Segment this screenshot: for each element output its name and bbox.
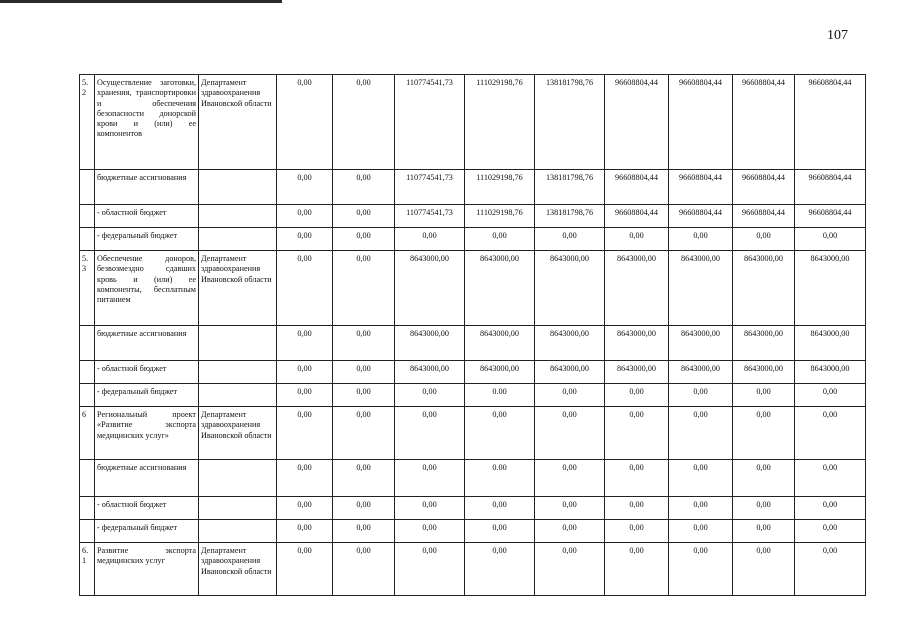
value-cell: 0,00	[733, 407, 795, 460]
row-department	[199, 326, 277, 361]
value-cell: 0,00	[669, 228, 733, 251]
value-cell: 0,00	[733, 520, 795, 543]
value-cell: 8643000,00	[795, 361, 866, 384]
value-cell: 110774541,73	[395, 205, 465, 228]
value-cell: 0,00	[605, 407, 669, 460]
value-cell: 8643000,00	[669, 326, 733, 361]
row-department: Департамент здравоохранения Ивановской области	[199, 407, 277, 460]
value-cell: 96608804,44	[733, 170, 795, 205]
table-row	[80, 460, 866, 497]
row-name: бюджетные ассигнования	[95, 326, 199, 361]
row-number	[80, 520, 95, 543]
value-cell: 138181798,76	[535, 205, 605, 228]
value-cell: 0,00	[669, 460, 733, 497]
value-cell: 0,00	[395, 460, 465, 497]
value-cell: 0,00	[333, 228, 395, 251]
value-cell: 0,00	[535, 460, 605, 497]
value-cell: 0,00	[333, 75, 395, 170]
value-cell: 0,00	[333, 407, 395, 460]
value-cell: 8643000,00	[465, 326, 535, 361]
row-name: - областной бюджет	[95, 205, 199, 228]
value-cell: 0,00	[333, 205, 395, 228]
value-cell: 8643000,00	[605, 361, 669, 384]
value-cell: 8643000,00	[535, 361, 605, 384]
value-cell: 0,00	[277, 251, 333, 326]
value-cell: 0,00	[605, 384, 669, 407]
value-cell: 0,00	[277, 543, 333, 596]
table-row	[80, 384, 866, 407]
value-cell: 0,00	[277, 228, 333, 251]
value-cell: 96608804,44	[795, 205, 866, 228]
value-cell: 8643000,00	[795, 326, 866, 361]
value-cell: 0,00	[277, 326, 333, 361]
value-cell: 8643000,00	[795, 251, 866, 326]
value-cell: 111029198,76	[465, 205, 535, 228]
row-name: - областной бюджет	[95, 497, 199, 520]
value-cell: 0,00	[795, 228, 866, 251]
value-cell: 0,00	[669, 497, 733, 520]
value-cell: 0,00	[605, 520, 669, 543]
row-name: - федеральный бюджет	[95, 520, 199, 543]
row-number: 5.2	[80, 75, 95, 170]
value-cell: 0,00	[333, 460, 395, 497]
value-cell: 8643000,00	[535, 326, 605, 361]
value-cell: 8643000,00	[605, 326, 669, 361]
row-number	[80, 170, 95, 205]
value-cell: 0,00	[535, 520, 605, 543]
row-department: Департамент здравоохранения Ивановской области	[199, 251, 277, 326]
table-row	[80, 543, 866, 596]
value-cell: 96608804,44	[733, 75, 795, 170]
value-cell: 0,00	[465, 497, 535, 520]
row-number	[80, 326, 95, 361]
table-row	[80, 407, 866, 460]
value-cell: 0,00	[733, 460, 795, 497]
value-cell: 0,00	[795, 520, 866, 543]
value-cell: 0,00	[395, 497, 465, 520]
row-name: - федеральный бюджет	[95, 384, 199, 407]
value-cell: 8643000,00	[465, 251, 535, 326]
value-cell: 0,00	[795, 384, 866, 407]
row-name: Региональный проект «Развитие экспорта медицинских услуг»	[95, 407, 199, 460]
value-cell: 8643000,00	[605, 251, 669, 326]
value-cell: 110774541,73	[395, 75, 465, 170]
value-cell: 96608804,44	[795, 170, 866, 205]
value-cell: 8643000,00	[669, 251, 733, 326]
value-cell: 111029198,76	[465, 170, 535, 205]
value-cell: 0,00	[277, 460, 333, 497]
value-cell: 0,00	[669, 384, 733, 407]
value-cell: 96608804,44	[605, 170, 669, 205]
value-cell: 0,00	[733, 228, 795, 251]
value-cell: 0,00	[333, 170, 395, 205]
value-cell: 0,00	[333, 326, 395, 361]
value-cell: 0,00	[535, 543, 605, 596]
value-cell: 96608804,44	[669, 75, 733, 170]
row-name: - федеральный бюджет	[95, 228, 199, 251]
row-name: Осуществление заготовки, хранения, транспортировки и обеспечения безопасности донорской крови и (или) ее компонентов	[95, 75, 199, 170]
value-cell: 96608804,44	[669, 205, 733, 228]
value-cell: 0,00	[333, 543, 395, 596]
value-cell: 8643000,00	[395, 361, 465, 384]
value-cell: 8643000,00	[535, 251, 605, 326]
value-cell: 8643000,00	[395, 326, 465, 361]
value-cell: 0,00	[333, 251, 395, 326]
value-cell: 0,00	[465, 520, 535, 543]
row-name: бюджетные ассигнования	[95, 460, 199, 497]
row-number	[80, 205, 95, 228]
row-number	[80, 228, 95, 251]
row-number	[80, 497, 95, 520]
value-cell: 96608804,44	[669, 170, 733, 205]
value-cell: 96608804,44	[733, 205, 795, 228]
value-cell: 0,00	[605, 543, 669, 596]
value-cell: 0,00	[535, 497, 605, 520]
value-cell: 96608804,44	[605, 75, 669, 170]
value-cell: 8643000,00	[465, 361, 535, 384]
row-number	[80, 384, 95, 407]
value-cell: 0,00	[795, 407, 866, 460]
row-number: 6	[80, 407, 95, 460]
value-cell: 8643000,00	[733, 326, 795, 361]
row-number: 5.3	[80, 251, 95, 326]
value-cell: 0,00	[465, 407, 535, 460]
value-cell: 96608804,44	[795, 75, 866, 170]
page-number: 107	[827, 28, 848, 43]
value-cell: 0,00	[535, 384, 605, 407]
value-cell: 0,00	[333, 384, 395, 407]
value-cell: 0,00	[395, 228, 465, 251]
value-cell: 0.00	[465, 384, 535, 407]
value-cell: 0,00	[333, 520, 395, 543]
value-cell: 8643000,00	[733, 361, 795, 384]
value-cell: 0,00	[277, 520, 333, 543]
row-name: Развитие экспорта медицинских услуг	[95, 543, 199, 596]
top-rule	[0, 0, 282, 3]
value-cell: 0,00	[669, 520, 733, 543]
value-cell: 0,00	[605, 497, 669, 520]
value-cell: 0,00	[535, 228, 605, 251]
value-cell: 0,00	[333, 361, 395, 384]
value-cell: 0,00	[277, 384, 333, 407]
row-number	[80, 361, 95, 384]
row-number	[80, 460, 95, 497]
value-cell: 0,00	[395, 384, 465, 407]
value-cell: 0.00	[465, 460, 535, 497]
value-cell: 0,00	[733, 384, 795, 407]
value-cell: 0,00	[795, 543, 866, 596]
value-cell: 110774541,73	[395, 170, 465, 205]
row-department	[199, 361, 277, 384]
value-cell: 0,00	[669, 407, 733, 460]
row-name: Обеспечение доноров, безвозмездно сдавших кровь и (или) ее компоненты, бесплатным питанием	[95, 251, 199, 326]
value-cell: 0,00	[605, 228, 669, 251]
value-cell: 0,00	[277, 497, 333, 520]
value-cell: 0,00	[395, 407, 465, 460]
row-name: - областной бюджет	[95, 361, 199, 384]
value-cell: 111029198,76	[465, 75, 535, 170]
row-department	[199, 170, 277, 205]
table-row	[80, 228, 866, 251]
row-department	[199, 384, 277, 407]
value-cell: 0,00	[605, 460, 669, 497]
value-cell: 0,00	[465, 228, 535, 251]
value-cell: 0,00	[277, 75, 333, 170]
row-department: Департамент здравоохранения Ивановской области	[199, 543, 277, 596]
row-department	[199, 228, 277, 251]
value-cell: 0,00	[733, 543, 795, 596]
table-row	[80, 326, 866, 361]
budget-table	[79, 74, 866, 596]
row-number: 6.1	[80, 543, 95, 596]
value-cell: 0,00	[535, 407, 605, 460]
value-cell: 0,00	[465, 543, 535, 596]
row-department	[199, 205, 277, 228]
value-cell: 96608804,44	[605, 205, 669, 228]
value-cell: 0,00	[277, 170, 333, 205]
value-cell: 138181798,76	[535, 75, 605, 170]
value-cell: 8643000,00	[733, 251, 795, 326]
value-cell: 0,00	[277, 407, 333, 460]
row-department	[199, 460, 277, 497]
value-cell: 0,00	[733, 497, 795, 520]
table-row	[80, 497, 866, 520]
value-cell: 8643000,00	[669, 361, 733, 384]
value-cell: 8643000,00	[395, 251, 465, 326]
value-cell: 0,00	[333, 497, 395, 520]
value-cell: 0,00	[795, 460, 866, 497]
value-cell: 0,00	[395, 520, 465, 543]
table-row	[80, 251, 866, 326]
table-row	[80, 170, 866, 205]
value-cell: 138181798,76	[535, 170, 605, 205]
table-row	[80, 205, 866, 228]
table-row	[80, 520, 866, 543]
value-cell: 0,00	[669, 543, 733, 596]
row-department: Департамент здравоохранения Ивановской области	[199, 75, 277, 170]
row-department	[199, 520, 277, 543]
value-cell: 0,00	[395, 543, 465, 596]
value-cell: 0,00	[277, 205, 333, 228]
row-department	[199, 497, 277, 520]
value-cell: 0,00	[795, 497, 866, 520]
value-cell: 0,00	[277, 361, 333, 384]
table-row	[80, 75, 866, 170]
table-row	[80, 361, 866, 384]
row-name: бюджетные ассигнования	[95, 170, 199, 205]
